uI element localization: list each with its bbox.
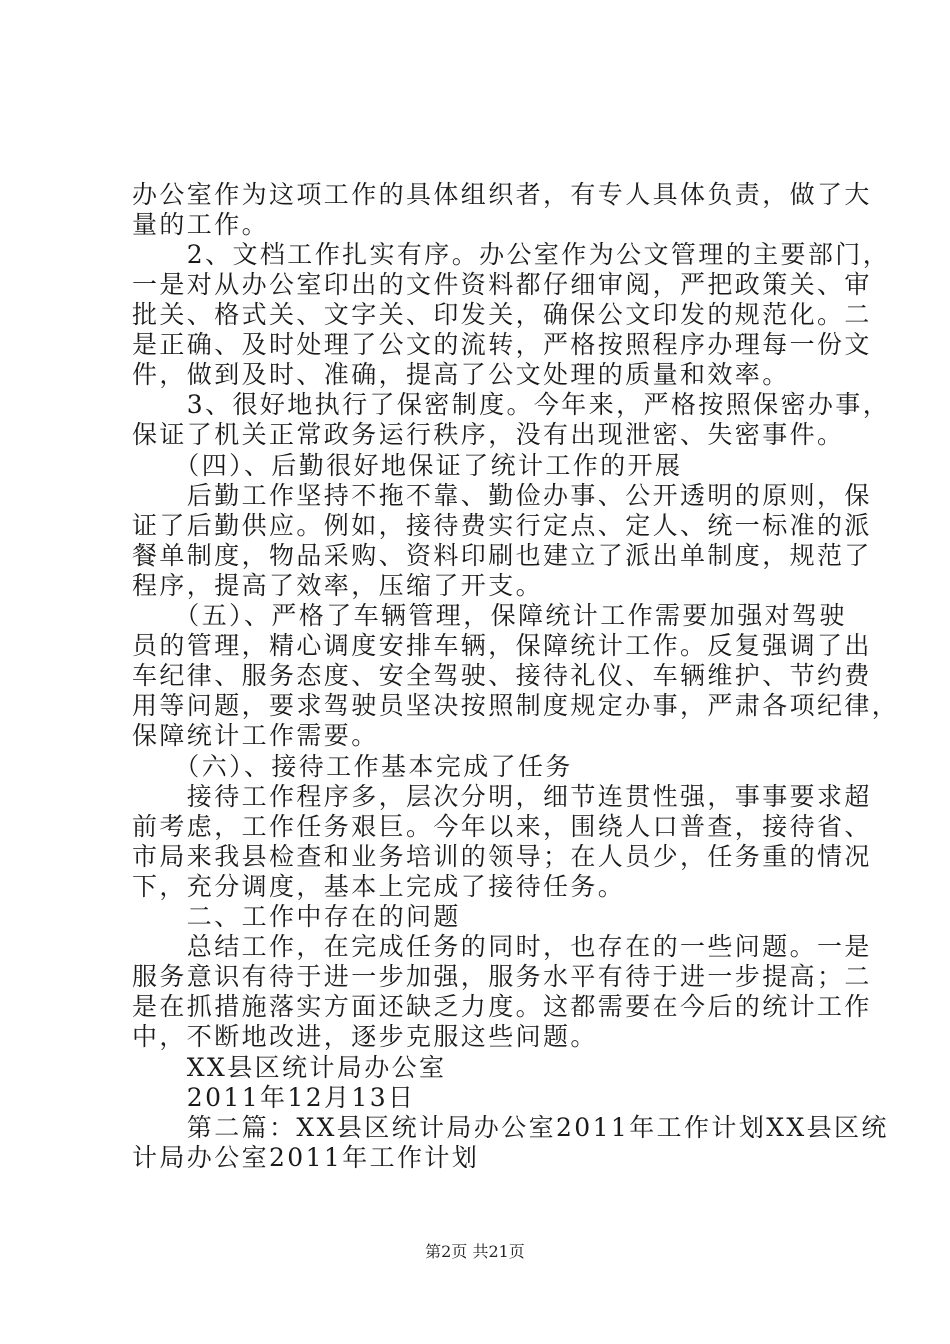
text-line: 接待工作程序多，层次分明，细节连贯性强，事事要求超 <box>132 782 872 811</box>
text-line: 一是对从办公室印出的文件资料都仔细审阅，严把政策关、审 <box>132 270 872 299</box>
text-line: 计局办公室2011年工作计划 <box>132 1143 480 1172</box>
text-line: 保障统计工作需要。 <box>132 721 379 750</box>
text-line: 餐单制度，物品采购、资料印刷也建立了派出单制度，规范了 <box>132 541 872 570</box>
signature-date: 2011年12月13日 <box>132 1083 416 1112</box>
section-heading: 二、工作中存在的问题 <box>132 902 461 931</box>
text-line: 证了后勤供应。例如，接待费实行定点、定人、统一标准的派 <box>132 511 872 540</box>
section-heading: （四）、后勤很好地保证了统计工作的开展 <box>132 451 683 480</box>
text-line: 3、很好地执行了保密制度。今年来，严格按照保密办事， <box>132 390 891 419</box>
text-line: 是正确、及时处理了公文的流转，严格按照程序办理每一份文 <box>132 330 872 359</box>
section-heading: （五）、严格了车辆管理，保障统计工作需要加强对驾驶 <box>132 601 847 630</box>
signature-org: XX县区统计局办公室 <box>132 1053 447 1082</box>
text-line: 市局来我县检查和业务培训的领导；在人员少，任务重的情况 <box>132 842 872 871</box>
text-line: 后勤工作坚持不拖不靠、勤俭办事、公开透明的原则，保 <box>132 481 872 510</box>
text-line: 第二篇：XX县区统计局办公室2011年工作计划XX县区统 <box>132 1113 889 1142</box>
text-line: 前考虑，工作任务艰巨。今年以来，围绕人口普查，接待省、 <box>132 812 872 841</box>
text-line: 2、文档工作扎实有序。办公室作为公文管理的主要部门， <box>132 240 891 269</box>
text-line: 保证了机关正常政务运行秩序，没有出现泄密、失密事件。 <box>132 420 845 449</box>
text-line: 用等问题，要求驾驶员坚决按照制度规定办事，严肃各项纪律， <box>132 691 900 720</box>
text-line: 办公室作为这项工作的具体组织者，有专人具体负责，做了大 <box>132 180 872 209</box>
text-line: 是在抓措施落实方面还缺乏力度。这都需要在今后的统计工作 <box>132 992 872 1021</box>
text-line: 程序，提高了效率，压缩了开支。 <box>132 571 544 600</box>
text-line: 服务意识有待于进一步加强，服务水平有待于进一步提高；二 <box>132 962 872 991</box>
text-line: 件，做到及时、准确，提高了公文处理的质量和效率。 <box>132 360 790 389</box>
text-line: 批关、格式关、文字关、印发关，确保公文印发的规范化。二 <box>132 300 872 329</box>
text-line: 中，不断地改进，逐步克服这些问题。 <box>132 1022 598 1051</box>
text-line: 车纪律、服务态度、安全驾驶、接待礼仪、车辆维护、节约费 <box>132 661 872 690</box>
text-line: 总结工作，在完成任务的同时，也存在的一些问题。一是 <box>132 932 872 961</box>
text-line: 员的管理，精心调度安排车辆，保障统计工作。反复强调了出 <box>132 631 872 660</box>
page-number-footer: 第2页 共21页 <box>425 1242 525 1261</box>
text-line: 量的工作。 <box>132 210 270 239</box>
text-line: 下，充分调度，基本上完成了接待任务。 <box>132 872 626 901</box>
section-heading: （六）、接待工作基本完成了任务 <box>132 752 573 781</box>
